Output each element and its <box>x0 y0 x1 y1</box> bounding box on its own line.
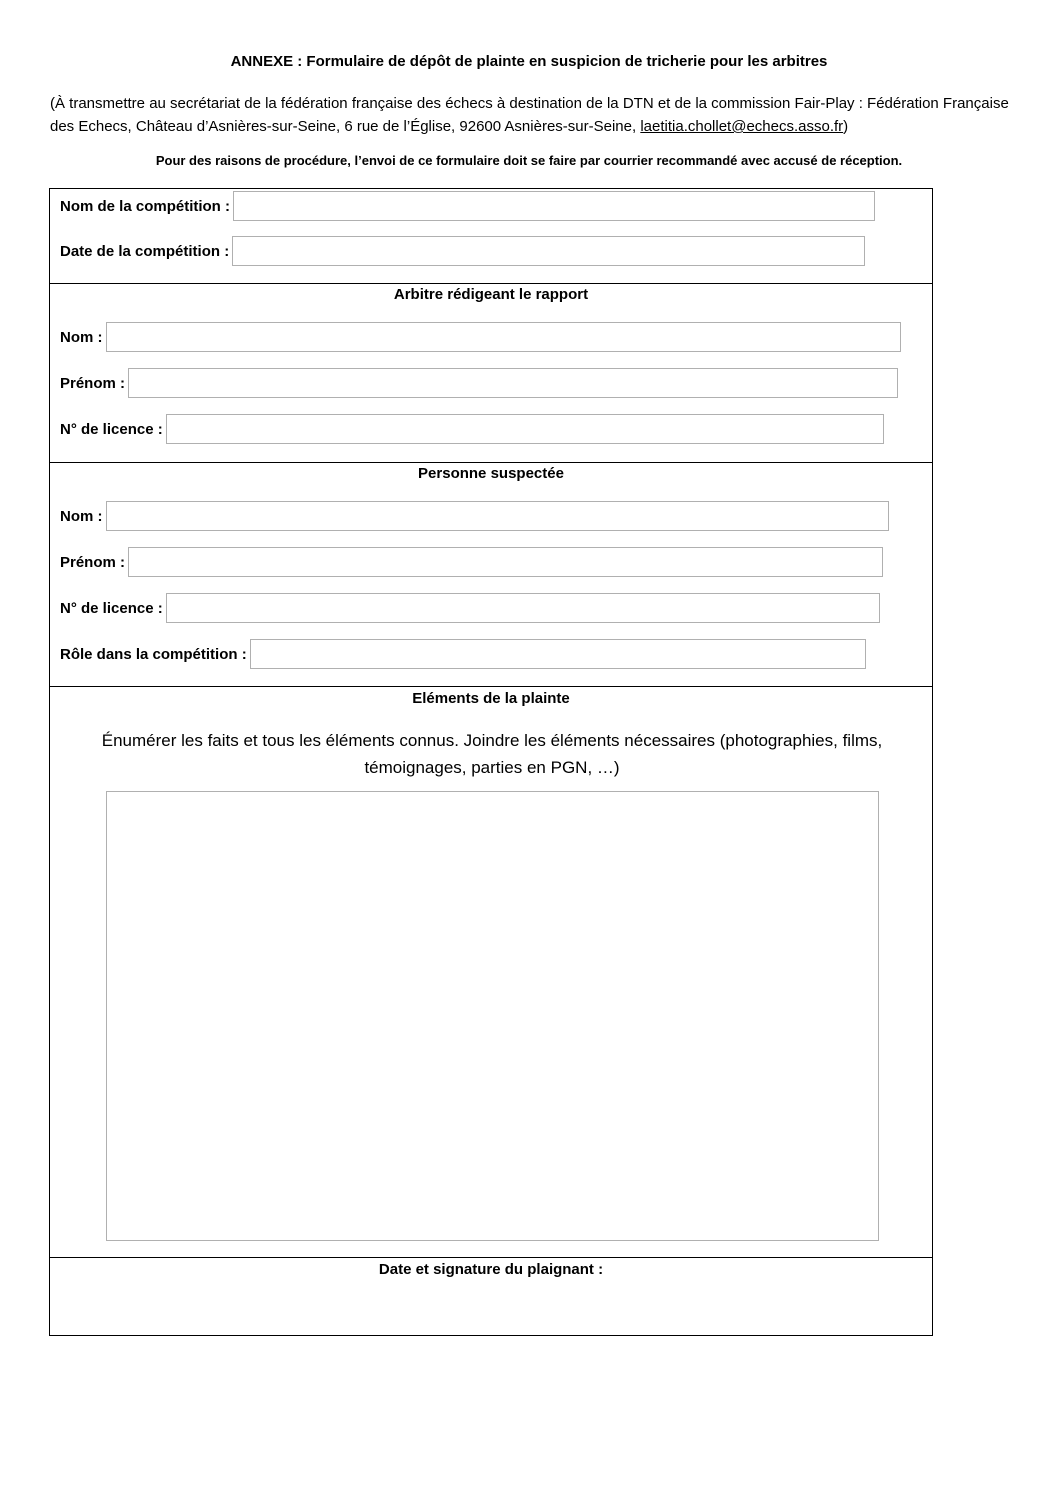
section-divider <box>50 686 932 687</box>
referee-prenom-field[interactable] <box>128 368 898 398</box>
suspect-role-field[interactable] <box>250 639 866 669</box>
referee-nom-row <box>60 322 901 352</box>
suspect-licence-row <box>60 593 880 623</box>
suspect-role-label: Rôle dans la compétition : <box>60 645 247 663</box>
suspect-prenom-field[interactable] <box>128 547 883 577</box>
intro-text-end: ) <box>843 118 849 135</box>
page-title: ANNEXE : Formulaire de dépôt de plainte en suspicion de tricherie pour les arbitres <box>230 53 828 70</box>
competition-date-row <box>60 236 865 266</box>
suspect-licence-label: N° de licence : <box>60 599 163 617</box>
section-divider <box>50 1257 932 1258</box>
signature-area[interactable] <box>50 1287 932 1335</box>
competition-name-label: Nom de la compétition : <box>60 197 231 215</box>
suspect-prenom-row <box>60 547 883 577</box>
suspect-section-heading: Personne suspectée <box>418 465 564 482</box>
suspect-licence-field[interactable] <box>166 593 880 623</box>
referee-section-heading: Arbitre rédigeant le rapport <box>393 286 589 303</box>
referee-prenom-row <box>60 368 898 398</box>
intro-text: (À transmettre au secrétariat de la fédération française des échecs à destination de la DTN et de la commission Fair-Play : Fédération Française des Echecs, Château d’Asnières-sur-Seine, 6 rue de l’Église, 92600 Asnières-sur-Seine, <box>50 95 1009 135</box>
complaint-details-field[interactable] <box>106 791 879 1241</box>
referee-licence-field[interactable] <box>166 414 884 444</box>
section-divider <box>50 283 932 284</box>
complaint-instructions: Énumérer les faits et tous les éléments connus. Joindre les éléments nécessaires (photographies, films, témoignages, parties en PGN, …) <box>101 731 883 777</box>
referee-nom-label: Nom : <box>60 328 103 346</box>
referee-prenom-label: Prénom : <box>60 374 126 392</box>
suspect-nom-label: Nom : <box>60 507 103 525</box>
complaint-form <box>49 188 933 1336</box>
suspect-role-row <box>60 639 866 669</box>
suspect-nom-field[interactable] <box>106 501 889 531</box>
referee-nom-field[interactable] <box>106 322 901 352</box>
competition-date-label: Date de la compétition : <box>60 242 230 260</box>
competition-name-field[interactable] <box>233 191 875 221</box>
intro-paragraph <box>50 92 1020 138</box>
competition-date-field[interactable] <box>232 236 865 266</box>
suspect-nom-row <box>60 501 889 531</box>
contact-email-link[interactable]: laetitia.chollet@echecs.asso.fr <box>640 118 844 135</box>
referee-licence-row <box>60 414 884 444</box>
referee-licence-label: N° de licence : <box>60 420 163 438</box>
signature-section-heading: Date et signature du plaignant : <box>378 1261 604 1278</box>
section-divider <box>50 462 932 463</box>
procedure-notice: Pour des raisons de procédure, l’envoi de ce formulaire doit se faire par courrier recommandé avec accusé de réception. <box>155 153 903 168</box>
complaint-section-heading: Eléments de la plainte <box>412 690 570 707</box>
competition-name-row <box>60 191 875 221</box>
suspect-prenom-label: Prénom : <box>60 553 126 571</box>
